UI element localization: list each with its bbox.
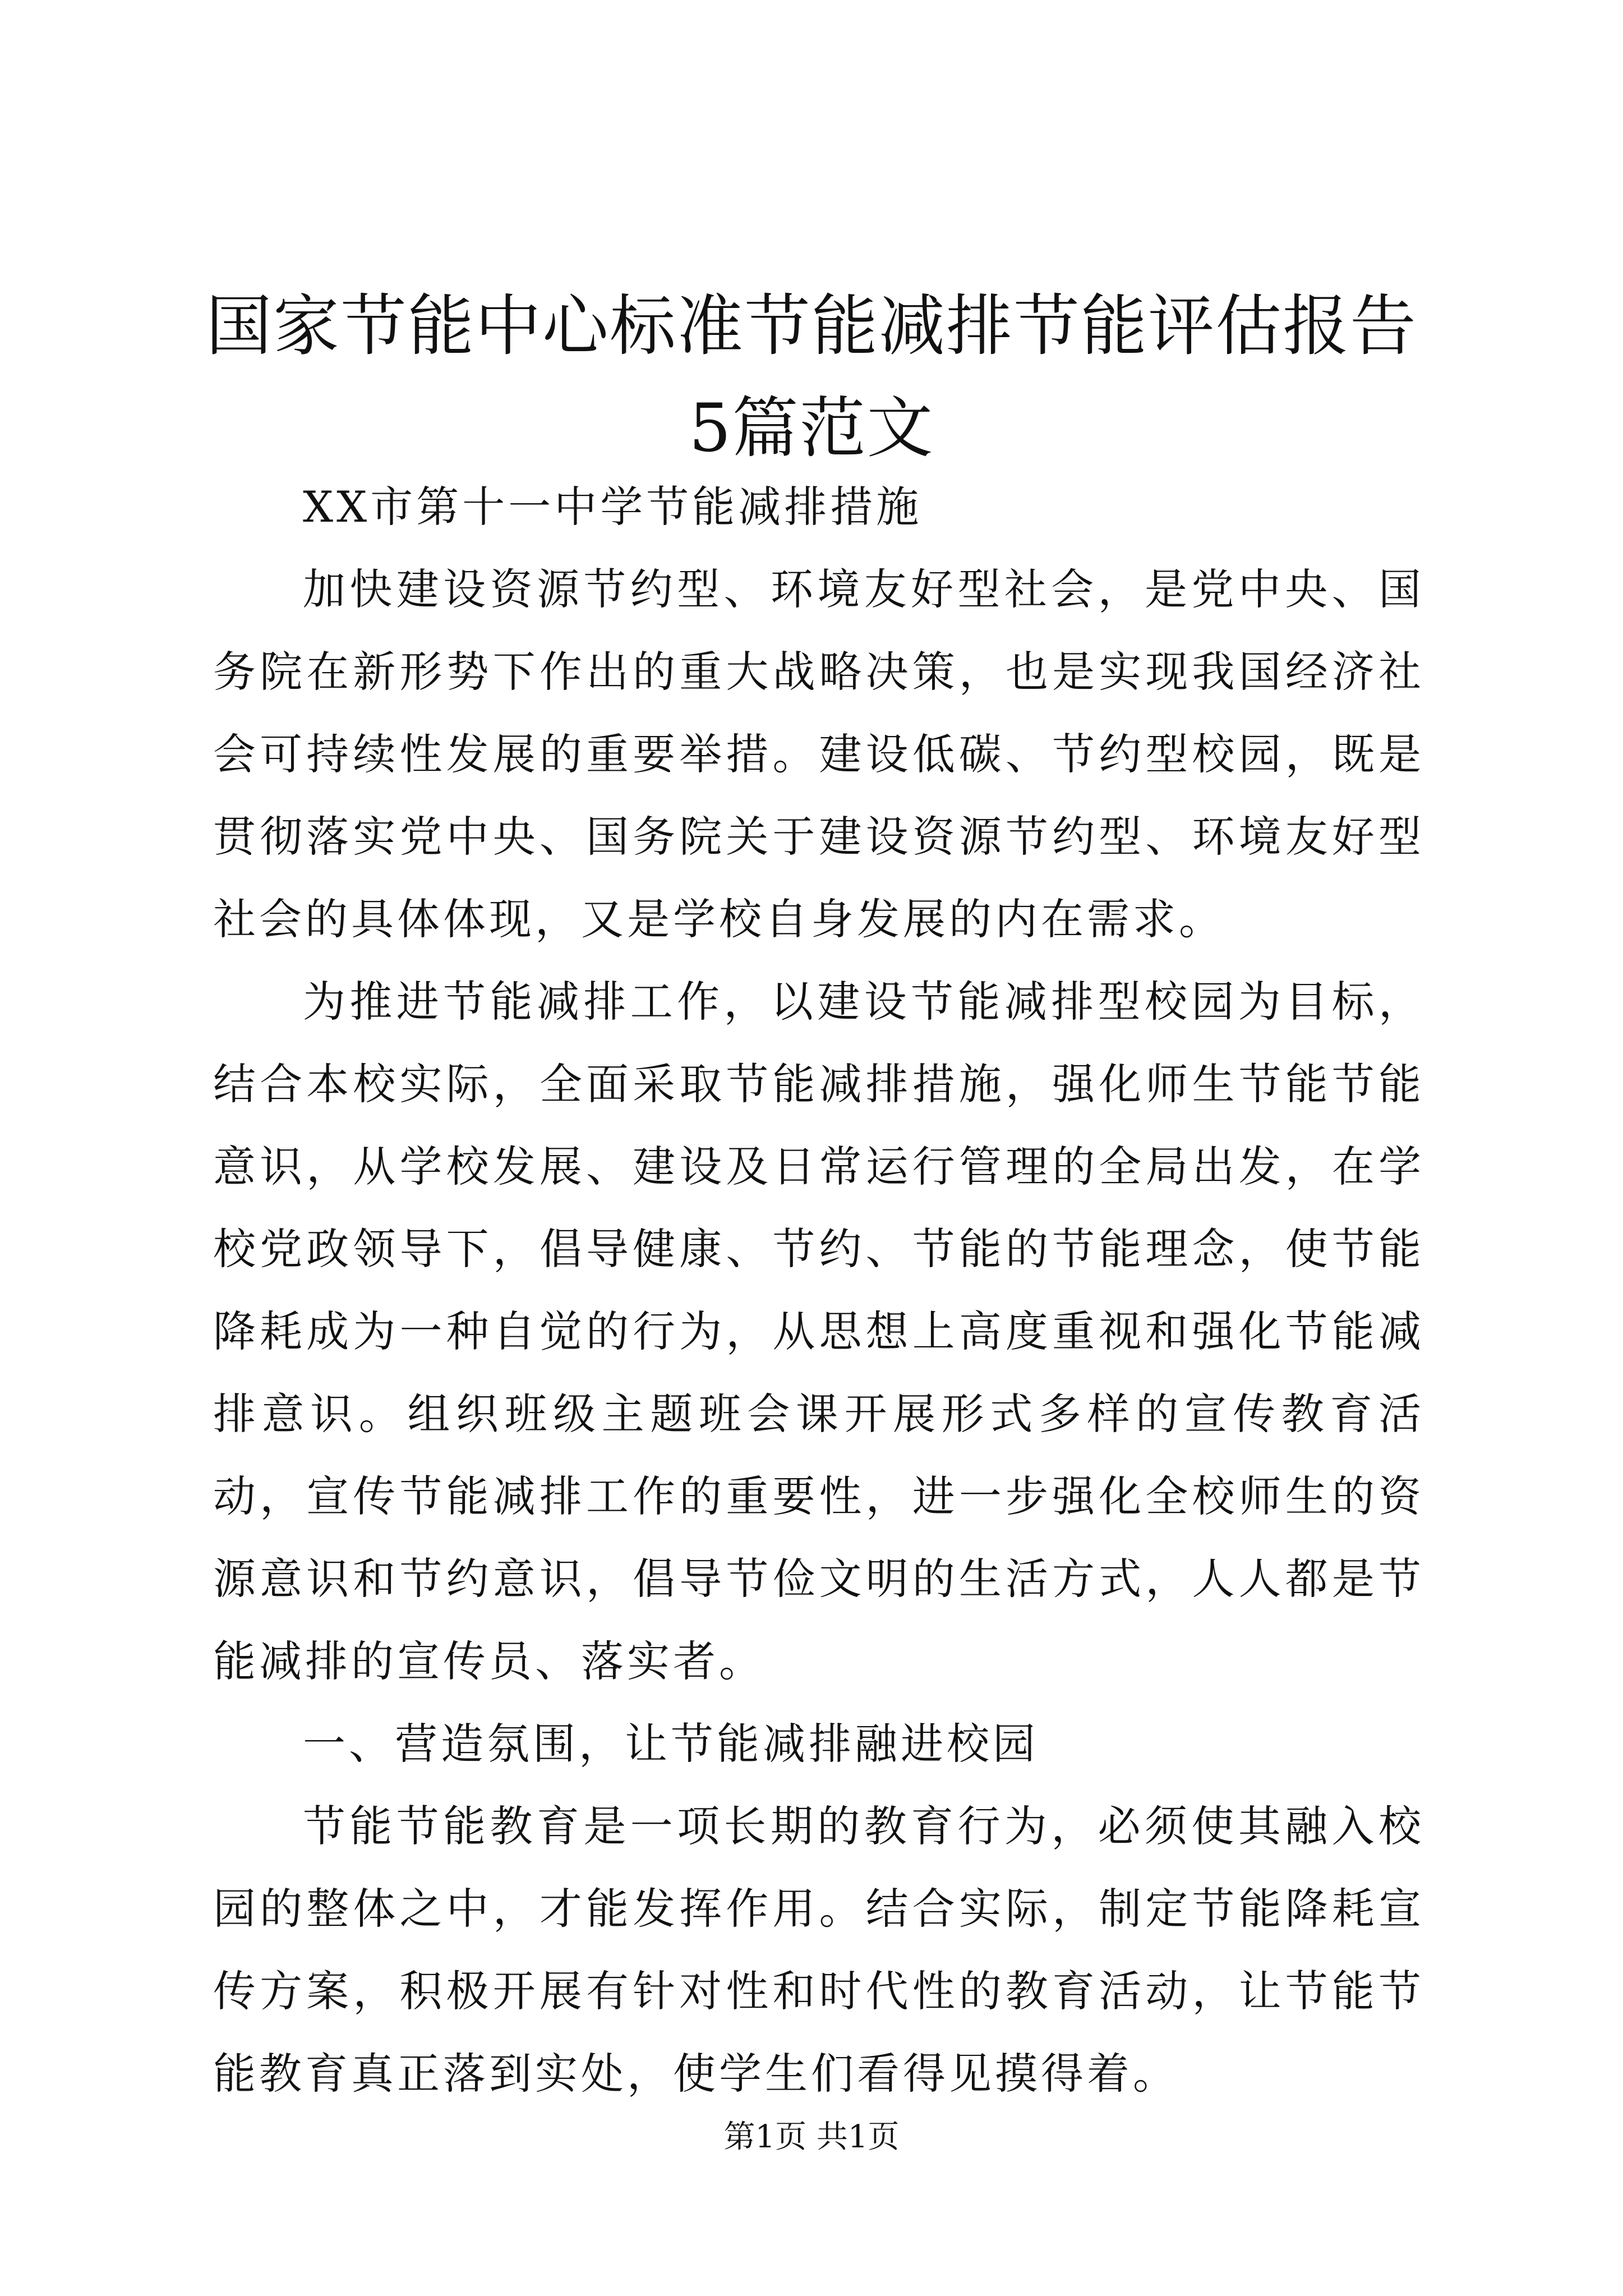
paragraph-intro: 加快建设资源节约型、环境友好型社会，是党中央、国务院在新形势下作出的重大战略决策，也是实现我国经济社会可持续性发展的重要举措。建设低碳、节约型校园，既是贯彻落实党中央、国务院关于建设资源节约型、环境友好型社会的具体体现，又是学校自身发展的内在需求。 [213, 564, 1424, 944]
page-footer: 第1页 共1页 [723, 2119, 900, 2155]
paragraph-heading-measures: XX市第十一中学节能减排措施 [303, 482, 923, 532]
paragraph-education: 节能节能教育是一项长期的教育行为，必须使其融入校园的整体之中，才能发挥作用。结合实际，制定节能降耗宣传方案，积极开展有针对性和时代性的教育活动，让节能节能教育真正落到实处，使学生们看得见摸得着。 [213, 1801, 1424, 2099]
document-body [213, 466, 1424, 2115]
section-heading-1: 一、营造氛围，让节能减排融进校园 [303, 1719, 1039, 1769]
document-title: 国家节能中心标准节能减排节能评估报告5篇范文 [205, 287, 1417, 467]
paragraph-goals: 为推进节能减排工作，以建设节能减排型校园为目标，结合本校实际，全面采取节能减排措施，强化师生节能节能意识，从学校发展、建设及日常运行管理的全局出发，在学校党政领导下，倡导健康、节约、节能的节能理念，使节能降耗成为一种自觉的行为，从思想上高度重视和强化节能减排意识。组织班级主题班会课开展形式多样的宣传教育活动，宣传节能减排工作的重要性，进一步强化全校师生的资源意识和节约意识，倡导节俭文明的生活方式，人人都是节能减排的宣传员、落实者。 [213, 977, 1424, 1686]
